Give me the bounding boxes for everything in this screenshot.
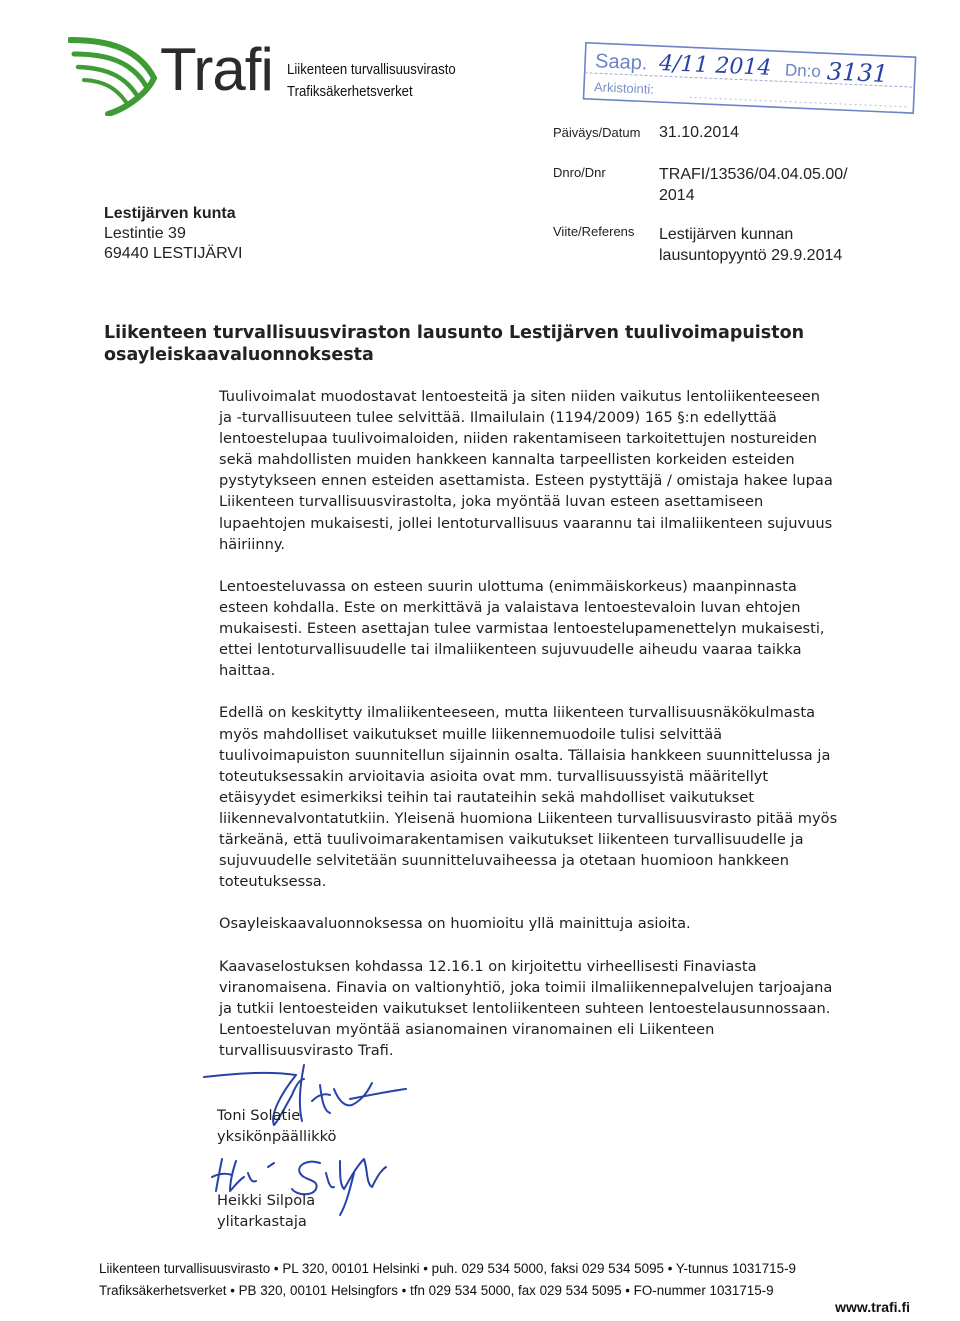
body-line: häiriinny.: [219, 535, 286, 553]
body-line: haittaa.: [219, 662, 276, 680]
document-title-line: Liikenteen turvallisuusviraston lausunto Lestijärven tuulivoimapuiston: [104, 323, 805, 343]
body-paragraph: [219, 576, 919, 681]
signatory-name: Heikki Silpola: [217, 1192, 316, 1209]
dnro-value-line: TRAFI/13536/04.04.05.00/: [659, 166, 848, 183]
document-title-line: osayleiskaavaluonnoksesta: [104, 345, 374, 365]
body-line: toteutuksessakin arvioitavia asioita ovat mm. turvallisuussyistä määritellyt: [219, 767, 769, 785]
stamp-saap-label: Saap.: [594, 50, 648, 75]
date-label: Päiväys/Datum: [553, 125, 641, 140]
body-line: ettei lentoturvallisuudelle tai ilmaliikenteen sujuvuudelle aiheudu vaaraa taikka: [219, 641, 802, 659]
footer-address-finnish: Liikenteen turvallisuusvirasto • PL 320, 00101 Helsinki • puh. 029 534 5000, faksi 029 534 5095 • Y-tunnus 1031715-9: [99, 1261, 796, 1276]
ref-value-line: lausuntopyyntö 29.9.2014: [659, 247, 843, 264]
agency-name-swedish: Trafiksäkerhetsverket: [287, 83, 413, 100]
body-line: ja -turvallisuuteen tulee selvittää. Ilmailulain (1194/2009) 165 §:n edellyttää: [219, 409, 777, 427]
stamp-handwritten-dno: 3131: [826, 57, 889, 88]
body-line: tärkeänä, että tuulivoimarakentamisen vaikutukset liikenteen turvallisuudelle ja: [219, 830, 804, 848]
signatory-role: ylitarkastaja: [217, 1213, 307, 1230]
body-paragraph: [219, 956, 919, 1061]
body-line: Liikenteen turvallisuusvirastolta, joka myöntää luvan esteen asettamiseen: [219, 493, 764, 511]
body-line: Tuulivoimalat muodostavat lentoesteitä ja siten niiden vaikutus lentoliikenteeseen: [219, 388, 821, 405]
trafi-logo-wordmark: Trafi: [160, 36, 273, 103]
body-line: mukaisesti. Esteen asettajan tulee varmistaa lentoestelupamenettelyn mukaisesti,: [219, 620, 825, 638]
footer-address-swedish: Trafiksäkerhetsverket • PB 320, 00101 Helsingfors • tfn 029 534 5000, fax 029 534 5095 • FO-nummer 1031715-9: [99, 1283, 774, 1298]
body-line: turvallisuusvirasto Trafi.: [219, 1041, 394, 1059]
footer-website-link[interactable]: www.trafi.fi: [835, 1299, 910, 1315]
date-value: 31.10.2014: [659, 124, 740, 141]
body-line: sekä mahdollisten muiden hankkeen kannalta tarpeellisten korkeiden esteiden: [219, 451, 795, 469]
letter-body: [219, 386, 919, 1082]
stamp-dno-label: Dn:o: [784, 60, 822, 82]
dnro-label: Dnro/Dnr: [553, 165, 606, 180]
body-paragraph: [219, 386, 919, 555]
recipient-name: Lestijärven kunta: [104, 205, 236, 222]
recipient-postal: 69440 LESTIJÄRVI: [104, 245, 243, 262]
agency-name-finnish: Liikenteen turvallisuusvirasto: [287, 61, 456, 78]
body-line: viranomaisena. Finavia on valtionyhtiö, joka toimii ilmaliikennepalvelujen tarjoajana: [219, 978, 833, 996]
body-paragraph: [219, 913, 919, 934]
signatory-name: Toni Solatie: [217, 1107, 301, 1124]
body-line: ja tutkii lentoesteiden vaikutukset lentoliikenteen suhteen lentoestelausunnossaan.: [219, 999, 831, 1017]
body-line: lentoestelupaa tuulivoimaloiden, niiden rakentamiseen tarkoitettujen nostureiden: [219, 430, 818, 448]
stamp-arkistointi-label: Arkistointi:: [593, 79, 655, 97]
body-line: pystytykseen ennen esteiden asettamista. Esteen pystyttäjä / omistaja hakee lupaa: [219, 472, 833, 490]
ref-value-line: Lestijärven kunnan: [659, 226, 794, 243]
body-line: Edellä on keskitytty ilmaliikenteeseen, mutta liikenteen turvallisuusnäkökulmasta: [219, 704, 816, 722]
body-line: Lentoesteluvassa on esteen suurin ulottuma (enimmäiskorkeus) maanpinnasta: [219, 577, 797, 595]
body-line: Osayleiskaavaluonnoksessa on huomioitu yllä mainittuja asioita.: [219, 915, 691, 933]
recipient-street: Lestintie 39: [104, 225, 186, 242]
ref-label: Viite/Referens: [553, 224, 635, 239]
body-line: Lentoesteluvan myöntää asianomainen viranomainen eli Liikenteen: [219, 1020, 715, 1038]
body-line: etäisyydet esimerkiksi teihin tai rautateihin sekä mahdolliset vaikutukset: [219, 788, 755, 806]
body-line: lupaehtojen mukaisesti, jollei lentoturvallisuus vaarannu tai ilmaliikenteen sujuvuus: [219, 514, 833, 532]
body-line: esteen kohdalla. Este on merkittävä ja valaistava lentoestevaloin luvan ehtojen: [219, 598, 801, 616]
trafi-logo-mark-icon: [68, 34, 160, 116]
body-line: liikennevalvontatutkiin. Yleisenä huomiona Liikenteen turvallisuusvirasto pitää myös: [219, 809, 838, 827]
stamp-handwritten-date: 4/11 2014: [658, 51, 772, 81]
body-line: Kaavaselostuksen kohdassa 12.16.1 on kirjoitettu virheellisesti Finaviasta: [219, 957, 757, 975]
signatory-role: yksikönpäällikkö: [217, 1128, 337, 1145]
body-line: tuulivoimapuiston suunnitellun sijainnin osalta. Tällaisia hankkeen suunnittelussa ja: [219, 746, 831, 764]
dnro-value-line: 2014: [659, 187, 695, 204]
body-paragraph: [219, 702, 919, 892]
body-line: sujuvuudelle selvitetään suunnitteluvaiheessa ja otetaan huomioon hankkeen: [219, 852, 790, 870]
body-line: toteutuksessa.: [219, 873, 327, 891]
document-title: [104, 322, 904, 366]
body-line: myös mahdolliset vaikutukset muille liikennemuodoile tulisi selvittää: [219, 725, 723, 743]
